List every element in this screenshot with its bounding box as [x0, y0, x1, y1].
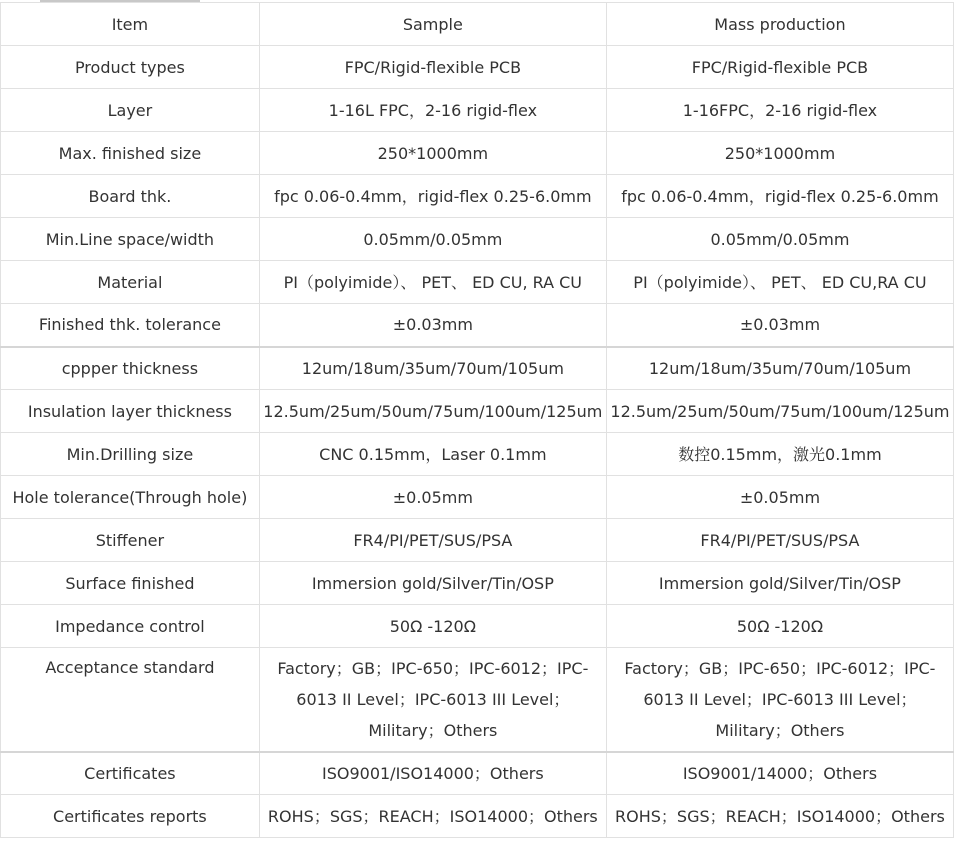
table-row — [1, 218, 954, 261]
table-row — [1, 648, 954, 752]
row-item: Stiffener — [1, 519, 260, 562]
row-mass: 12.5um/25um/50um/75um/100um/125um — [606, 390, 953, 433]
row-mass: ±0.05mm — [606, 476, 953, 519]
header-sample: Sample — [259, 3, 606, 46]
row-sample: ±0.03mm — [259, 304, 606, 347]
row-mass: ROHS；SGS；REACH；ISO14000；Others — [606, 795, 953, 838]
table-row — [1, 347, 954, 390]
row-mass: FR4/PI/PET/SUS/PSA — [606, 519, 953, 562]
row-sample: FPC/Rigid-flexible PCB — [259, 46, 606, 89]
row-sample: 50Ω -120Ω — [259, 605, 606, 648]
table-row — [1, 261, 954, 304]
table-row — [1, 476, 954, 519]
table-row — [1, 390, 954, 433]
table-row — [1, 89, 954, 132]
row-item: cppper thickness — [1, 347, 260, 390]
row-item: Max. finished size — [1, 132, 260, 175]
row-sample: 0.05mm/0.05mm — [259, 218, 606, 261]
row-item: Certificates reports — [1, 795, 260, 838]
row-item: Insulation layer thickness — [1, 390, 260, 433]
table-row — [1, 304, 954, 347]
header-item: Item — [1, 3, 260, 46]
row-sample: 12.5um/25um/50um/75um/100um/125um — [259, 390, 606, 433]
row-sample: CNC 0.15mm，Laser 0.1mm — [259, 433, 606, 476]
row-item: Board thk. — [1, 175, 260, 218]
row-mass: 1-16FPC，2-16 rigid-flex — [606, 89, 953, 132]
table-row — [1, 433, 954, 476]
row-item: Impedance control — [1, 605, 260, 648]
row-mass: 数控0.15mm，激光0.1mm — [606, 433, 953, 476]
row-sample: 12um/18um/35um/70um/105um — [259, 347, 606, 390]
row-sample: FR4/PI/PET/SUS/PSA — [259, 519, 606, 562]
row-item: Acceptance standard — [1, 648, 260, 752]
row-sample: ISO9001/ISO14000；Others — [259, 752, 606, 795]
row-sample: ROHS；SGS；REACH；ISO14000；Others — [259, 795, 606, 838]
row-item: Surface finished — [1, 562, 260, 605]
row-sample: 1-16L FPC，2-16 rigid-flex — [259, 89, 606, 132]
spec-table — [0, 2, 954, 838]
row-sample: Factory；GB；IPC-650；IPC-6012；IPC-6013 II Level；IPC-6013 III Level；Military；Others — [259, 648, 606, 752]
row-mass: PI（polyimide）、 PET、 ED CU,RA CU — [606, 261, 953, 304]
row-mass: 50Ω -120Ω — [606, 605, 953, 648]
table-row — [1, 132, 954, 175]
table-row — [1, 795, 954, 838]
row-mass: fpc 0.06-0.4mm，rigid-flex 0.25-6.0mm — [606, 175, 953, 218]
row-item: Min.Drilling size — [1, 433, 260, 476]
row-item: Layer — [1, 89, 260, 132]
row-sample: fpc 0.06-0.4mm，rigid-flex 0.25-6.0mm — [259, 175, 606, 218]
row-sample: PI（polyimide）、 PET、 ED CU, RA CU — [259, 261, 606, 304]
row-sample: Immersion gold/Silver/Tin/OSP — [259, 562, 606, 605]
row-item: Min.Line space/width — [1, 218, 260, 261]
row-item: Hole tolerance(Through hole) — [1, 476, 260, 519]
table-row — [1, 752, 954, 795]
row-mass: 12um/18um/35um/70um/105um — [606, 347, 953, 390]
row-item: Certificates — [1, 752, 260, 795]
table-row — [1, 175, 954, 218]
table-row — [1, 46, 954, 89]
row-mass: Factory；GB；IPC-650；IPC-6012；IPC-6013 II Level；IPC-6013 III Level；Military；Others — [606, 648, 953, 752]
row-item: Finished thk. tolerance — [1, 304, 260, 347]
table-header-row — [1, 3, 954, 46]
row-mass: 0.05mm/0.05mm — [606, 218, 953, 261]
row-item: Material — [1, 261, 260, 304]
row-mass: ±0.03mm — [606, 304, 953, 347]
table-row — [1, 519, 954, 562]
row-sample: 250*1000mm — [259, 132, 606, 175]
row-mass: ISO9001/14000；Others — [606, 752, 953, 795]
row-mass: FPC/Rigid-flexible PCB — [606, 46, 953, 89]
row-sample: ±0.05mm — [259, 476, 606, 519]
row-mass: Immersion gold/Silver/Tin/OSP — [606, 562, 953, 605]
table-row — [1, 605, 954, 648]
header-mass-production: Mass production — [606, 3, 953, 46]
row-item: Product types — [1, 46, 260, 89]
row-mass: 250*1000mm — [606, 132, 953, 175]
table-row — [1, 562, 954, 605]
